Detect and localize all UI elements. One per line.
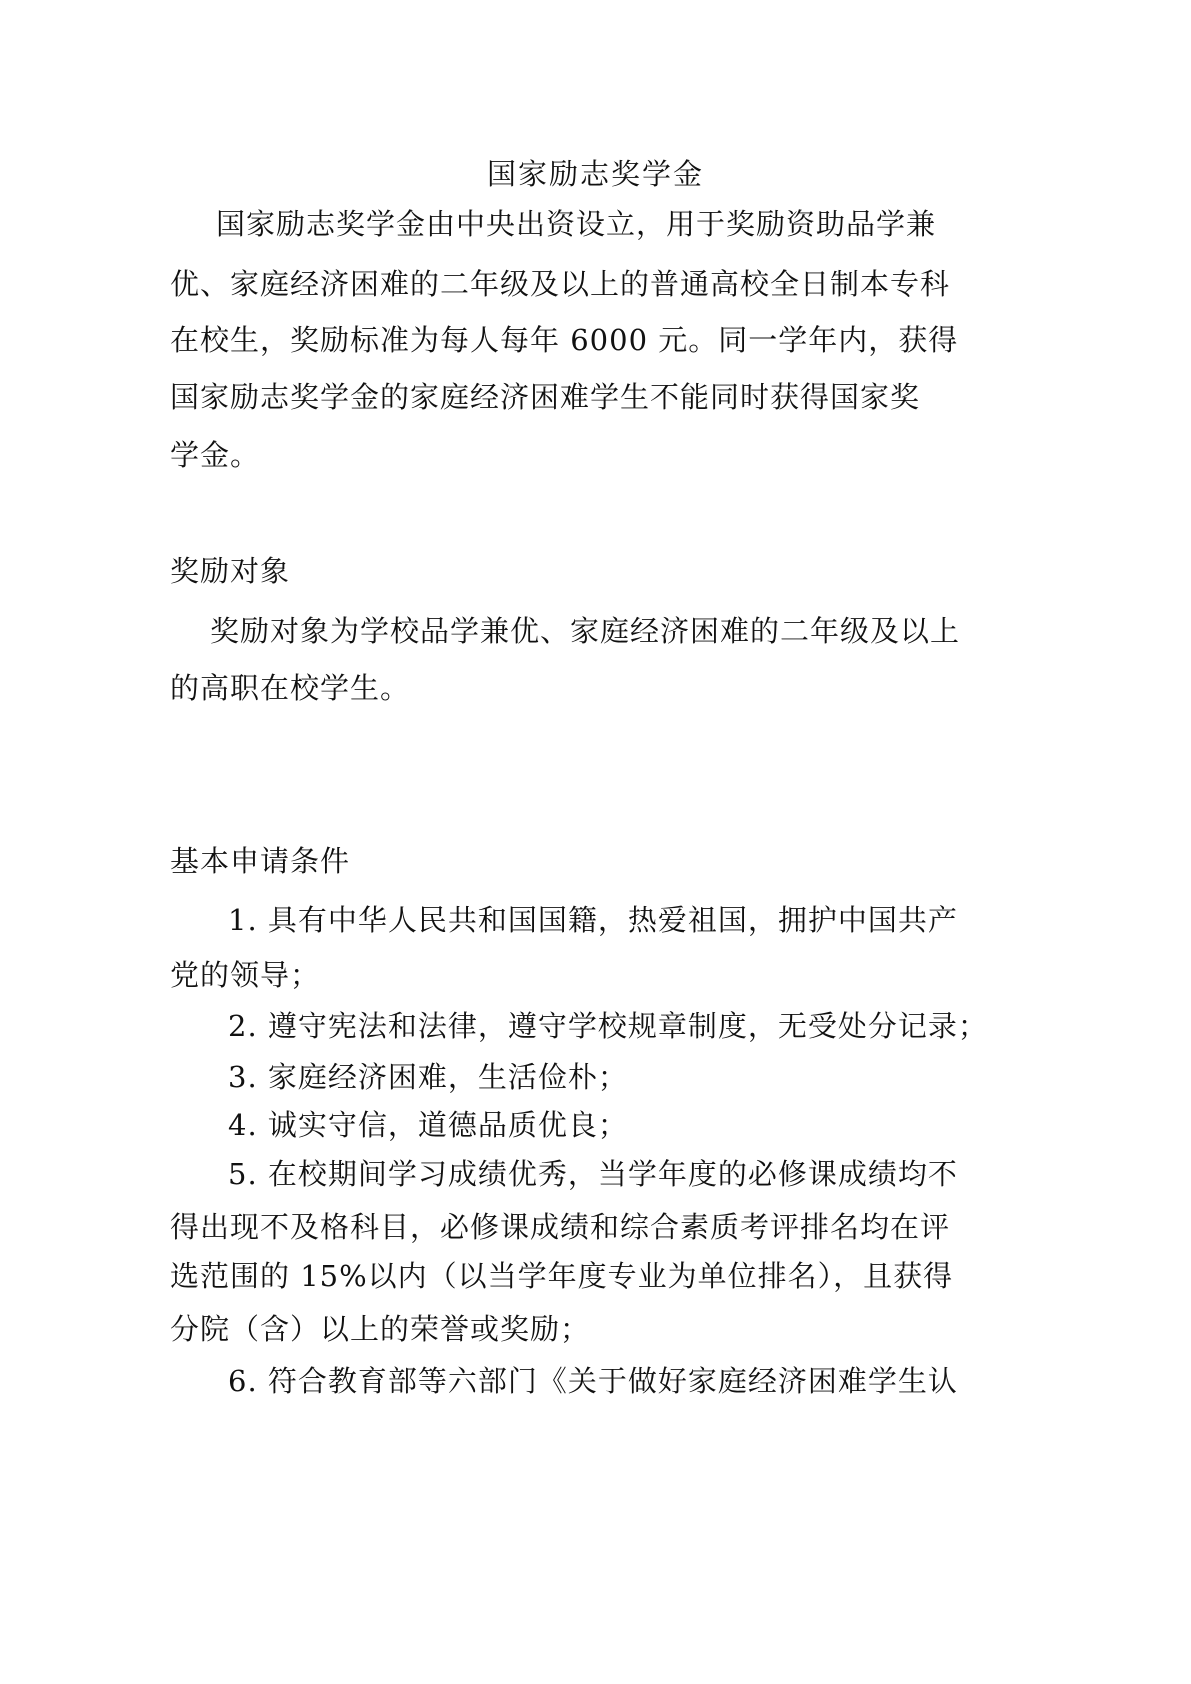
condition-line-6: 5. 在校期间学习成绩优秀，当学年度的必修课成绩均不 [228, 1157, 958, 1191]
intro-line-1: 国家励志奖学金由中央出资设立，用于奖励资助品学兼 [216, 207, 937, 241]
condition-line-1: 1. 具有中华人民共和国国籍，热爱祖国，拥护中国共产 [228, 903, 958, 937]
section-heading-award-target: 奖励对象 [170, 554, 291, 588]
document-title: 国家励志奖学金 [486, 157, 704, 191]
intro-line-3: 在校生，奖励标准为每人每年 6000 元。同一学年内，获得 [170, 323, 959, 357]
award-target-line-2: 的高职在校学生。 [170, 671, 411, 705]
intro-line-5: 学金。 [170, 438, 261, 472]
condition-line-7: 得出现不及格科目，必修课成绩和综合素质考评排名均在评 [170, 1210, 951, 1244]
section-heading-basic-conditions: 基本申请条件 [170, 844, 351, 878]
condition-line-2: 党的领导； [170, 958, 321, 992]
award-target-line-1: 奖励对象为学校品学兼优、家庭经济困难的二年级及以上 [210, 614, 961, 648]
intro-line-2: 优、家庭经济困难的二年级及以上的普通高校全日制本专科 [170, 267, 951, 301]
condition-line-10: 6. 符合教育部等六部门《关于做好家庭经济困难学生认 [228, 1364, 958, 1398]
condition-line-5: 4. 诚实守信，道德品质优良； [228, 1108, 628, 1142]
condition-line-4: 3. 家庭经济困难，生活俭朴； [228, 1060, 628, 1094]
condition-line-3: 2. 遵守宪法和法律，遵守学校规章制度，无受处分记录； [228, 1009, 988, 1043]
intro-line-4: 国家励志奖学金的家庭经济困难学生不能同时获得国家奖 [170, 380, 921, 414]
condition-line-9: 分院（含）以上的荣誉或奖励； [170, 1312, 591, 1346]
condition-line-8: 选范围的 15%以内（以当学年度专业为单位排名），且获得 [170, 1259, 954, 1293]
